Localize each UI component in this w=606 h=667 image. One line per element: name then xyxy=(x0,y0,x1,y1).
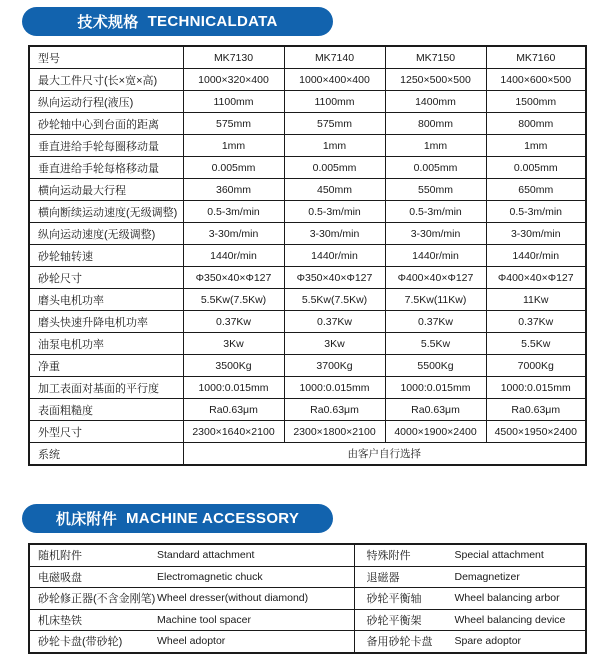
spec-value: 800mm xyxy=(486,113,586,135)
technical-data-title-zh: 技术规格 xyxy=(77,14,139,31)
spec-value: 5.5Kw(7.5Kw) xyxy=(284,289,385,311)
spec-value: 1100mm xyxy=(284,91,385,113)
spec-value: 5.5Kw xyxy=(486,333,586,355)
model-name-cell: MK7160 xyxy=(486,46,586,69)
spec-row-label: 砂轮轴中心到台面的距离 xyxy=(29,113,183,135)
accessory-name-zh: 砂轮平衡架 xyxy=(366,614,422,627)
spec-row-label: 纵向运动速度(无级调整) xyxy=(29,223,183,245)
spec-value: 1440r/min xyxy=(183,245,284,267)
accessory-name-zh: 特殊附件 xyxy=(366,550,411,563)
table-row xyxy=(29,377,586,399)
accessory-name-zh: 砂轮卡盘(带砂轮) xyxy=(38,636,123,649)
spec-row-label: 最大工件尺寸(长×宽×高) xyxy=(29,69,183,91)
spec-value: 1250×500×500 xyxy=(385,69,486,91)
system-row-value: 由客户自行选择 xyxy=(183,443,586,466)
spec-value: 450mm xyxy=(284,179,385,201)
accessory-name-zh: 砂轮修正器(不含金刚笔) xyxy=(38,593,156,606)
spec-value: 11Kw xyxy=(486,289,586,311)
table-row xyxy=(29,113,586,135)
technical-data-section-header xyxy=(22,7,333,36)
spec-row-label: 垂直进给手轮每格移动量 xyxy=(29,157,183,179)
table-row xyxy=(29,91,586,113)
system-row-label: 系统 xyxy=(29,443,183,466)
spec-value: 0.5-3m/min xyxy=(284,201,385,223)
spec-value: Φ350×40×Φ127 xyxy=(284,267,385,289)
spec-value: 1440r/min xyxy=(486,245,586,267)
spec-value: 1mm xyxy=(486,135,586,157)
table-row xyxy=(29,201,586,223)
spec-value: 0.37Kw xyxy=(284,311,385,333)
spec-value: 4000×1900×2400 xyxy=(385,421,486,443)
model-name-cell: MK7130 xyxy=(183,46,284,69)
spec-value: Ra0.63μm xyxy=(284,399,385,421)
machine-accessory-title-en: MACHINE ACCESSORY xyxy=(126,510,300,527)
table-row xyxy=(29,267,586,289)
spec-value: Φ400×40×Φ127 xyxy=(486,267,586,289)
spec-value: 0.5-3m/min xyxy=(385,201,486,223)
accessory-name-en: Wheel dresser(without diamond) xyxy=(157,592,309,605)
accessory-row xyxy=(29,631,586,653)
accessory-name-en: Demagnetizer xyxy=(454,570,520,583)
spec-value: 1mm xyxy=(385,135,486,157)
spec-value: 3Kw xyxy=(183,333,284,355)
spec-value: 1440r/min xyxy=(284,245,385,267)
machine-accessory-title-zh: 机床附件 xyxy=(55,511,118,528)
spec-value: 5.5Kw(7.5Kw) xyxy=(183,289,284,311)
spec-value: 3-30m/min xyxy=(183,223,284,245)
spec-value: 3-30m/min xyxy=(385,223,486,245)
accessory-name-en: Electromagnetic chuck xyxy=(157,570,263,583)
table-row xyxy=(29,333,586,355)
system-row xyxy=(29,443,586,466)
accessory-name-zh: 砂轮平衡轴 xyxy=(366,593,422,606)
spec-row-label: 砂轮轴转速 xyxy=(29,245,183,267)
model-name-cell: MK7150 xyxy=(385,46,486,69)
spec-value: Ra0.63μm xyxy=(385,399,486,421)
spec-value: 800mm xyxy=(385,113,486,135)
table-row xyxy=(29,399,586,421)
spec-row-label: 垂直进给手轮每圈移动量 xyxy=(29,135,183,157)
accessory-name-en: Wheel adoptor xyxy=(157,635,226,648)
table-row xyxy=(29,135,586,157)
spec-value: 7000Kg xyxy=(486,355,586,377)
spec-value: 575mm xyxy=(284,113,385,135)
accessory-row xyxy=(29,588,586,610)
accessory-row xyxy=(29,566,586,588)
spec-value: 3500Kg xyxy=(183,355,284,377)
spec-value: 1000:0.015mm xyxy=(284,377,385,399)
spec-header-row xyxy=(29,46,586,69)
accessory-name-en: Spare adoptor xyxy=(454,635,522,648)
model-name-cell: MK7140 xyxy=(284,46,385,69)
accessory-name-zh: 退磁器 xyxy=(366,571,400,584)
spec-value: 0.5-3m/min xyxy=(183,201,284,223)
spec-value: Φ400×40×Φ127 xyxy=(385,267,486,289)
spec-value: Ra0.63μm xyxy=(486,399,586,421)
table-row xyxy=(29,355,586,377)
accessory-name-en: Special attachment xyxy=(454,549,544,562)
table-row xyxy=(29,69,586,91)
spec-row-label: 外型尺寸 xyxy=(29,421,183,443)
table-row xyxy=(29,245,586,267)
spec-value: 1000:0.015mm xyxy=(183,377,284,399)
spec-value: 650mm xyxy=(486,179,586,201)
spec-row-label: 砂轮尺寸 xyxy=(29,267,183,289)
spec-value: 5.5Kw xyxy=(385,333,486,355)
spec-table xyxy=(28,45,587,466)
spec-value: 0.005mm xyxy=(284,157,385,179)
spec-value: 0.37Kw xyxy=(385,311,486,333)
spec-value: 1000:0.015mm xyxy=(385,377,486,399)
accessory-name-en: Wheel balancing arbor xyxy=(454,592,560,605)
table-row xyxy=(29,223,586,245)
spec-value: 3-30m/min xyxy=(486,223,586,245)
spec-value: 3700Kg xyxy=(284,355,385,377)
spec-value: 1100mm xyxy=(183,91,284,113)
accessory-table-body xyxy=(29,544,586,653)
spec-row-label: 磨头电机功率 xyxy=(29,289,183,311)
spec-value: 1500mm xyxy=(486,91,586,113)
spec-value: 550mm xyxy=(385,179,486,201)
spec-value: 360mm xyxy=(183,179,284,201)
model-label-cell: 型号 xyxy=(29,46,183,69)
accessory-row xyxy=(29,609,586,631)
spec-row-label: 横向运动最大行程 xyxy=(29,179,183,201)
spec-value: 3Kw xyxy=(284,333,385,355)
spec-value: 0.37Kw xyxy=(486,311,586,333)
spec-value: 2300×1800×2100 xyxy=(284,421,385,443)
table-row xyxy=(29,289,586,311)
spec-value: 1mm xyxy=(183,135,284,157)
spec-value: 0.005mm xyxy=(486,157,586,179)
accessory-name-en: Wheel balancing device xyxy=(454,613,566,626)
spec-value: 1mm xyxy=(284,135,385,157)
accessory-name-zh: 随机附件 xyxy=(38,550,82,563)
technical-data-title-en: TECHNICALDATA xyxy=(147,13,278,30)
spec-value: 0.005mm xyxy=(385,157,486,179)
accessory-row xyxy=(29,544,586,566)
table-row xyxy=(29,311,586,333)
spec-value: 1400×600×500 xyxy=(486,69,586,91)
spec-value: 1000×400×400 xyxy=(284,69,385,91)
table-row xyxy=(29,421,586,443)
spec-row-label: 净重 xyxy=(29,355,183,377)
spec-row-label: 纵向运动行程(液压) xyxy=(29,91,183,113)
accessory-name-zh: 机床垫铁 xyxy=(38,614,82,627)
machine-accessory-section-header xyxy=(22,504,333,533)
spec-row-label: 磨头快速升降电机功率 xyxy=(29,311,183,333)
spec-row-label: 加工表面对基面的平行度 xyxy=(29,377,183,399)
accessory-name-zh: 备用砂轮卡盘 xyxy=(366,636,433,649)
spec-value: 1400mm xyxy=(385,91,486,113)
spec-value: 1440r/min xyxy=(385,245,486,267)
spec-value: 1000:0.015mm xyxy=(486,377,586,399)
table-row xyxy=(29,179,586,201)
spec-value: 2300×1640×2100 xyxy=(183,421,284,443)
accessory-name-en: Machine tool spacer xyxy=(157,613,251,626)
spec-value: 0.005mm xyxy=(183,157,284,179)
spec-row-label: 油泵电机功率 xyxy=(29,333,183,355)
spec-value: 0.5-3m/min xyxy=(486,201,586,223)
spec-value: Ra0.63μm xyxy=(183,399,284,421)
spec-value: 0.37Kw xyxy=(183,311,284,333)
spec-value: 1000×320×400 xyxy=(183,69,284,91)
spec-value: 4500×1950×2400 xyxy=(486,421,586,443)
spec-value: 3-30m/min xyxy=(284,223,385,245)
spec-value: 575mm xyxy=(183,113,284,135)
spec-value: Φ350×40×Φ127 xyxy=(183,267,284,289)
accessory-name-zh: 电磁吸盘 xyxy=(38,571,82,584)
spec-value: 5500Kg xyxy=(385,355,486,377)
accessory-name-en: Standard attachment xyxy=(157,549,255,562)
table-row xyxy=(29,157,586,179)
spec-value: 7.5Kw(11Kw) xyxy=(385,289,486,311)
spec-row-label: 横向断续运动速度(无级调整) xyxy=(29,201,183,223)
accessory-table xyxy=(28,543,587,654)
spec-row-label: 表面粗糙度 xyxy=(29,399,183,421)
